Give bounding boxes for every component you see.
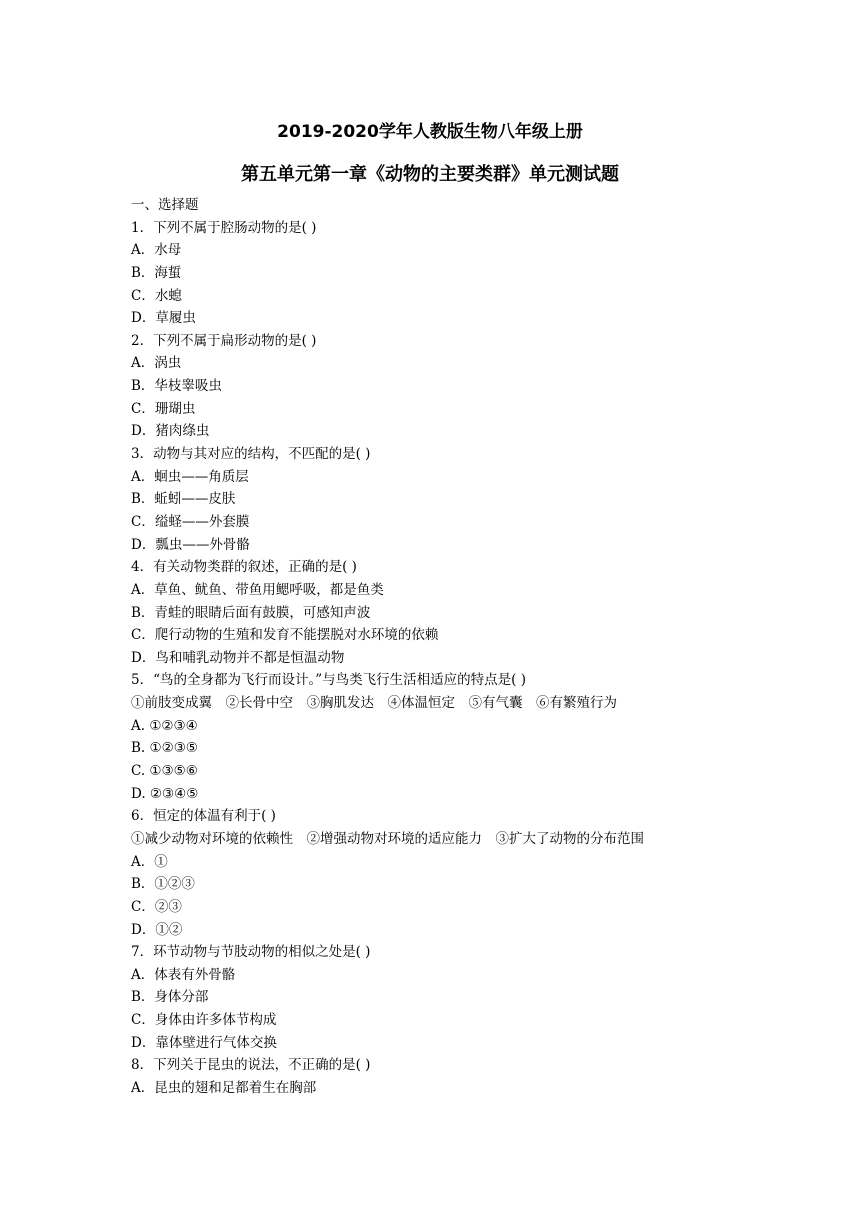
text-line: B．身体分部 [131, 989, 209, 1006]
text-line: 2．下列不属于扁形动物的是( ) [131, 332, 317, 349]
text-line: A．① [131, 853, 168, 870]
text-line: 8．下列关于昆虫的说法，不正确的是( ) [131, 1057, 371, 1074]
text-line: C．爬行动物的生殖和发育不能摆脱对水环境的依赖 [131, 627, 439, 644]
text-line: D．靠体壁进行气体交换 [131, 1034, 277, 1051]
text-line: ①前肢变成翼 ②长骨中空 ③胸肌发达 ④体温恒定 ⑤有气囊 ⑥有繁殖行为 [131, 695, 617, 712]
text-line: C．水螅 [131, 287, 182, 304]
text-line: C. ①③⑤⑥ [131, 763, 198, 780]
text-line: A．蛔虫——角质层 [131, 468, 249, 485]
text-line: C．珊瑚虫 [131, 400, 196, 417]
text-line: D．草履虫 [131, 310, 196, 327]
text-line: B．海蜇 [131, 264, 182, 281]
text-line: C．缢蛏——外套膜 [131, 513, 250, 530]
text-line: A．体表有外骨骼 [131, 966, 236, 983]
text-line: D．鸟和哺乳动物并不都是恒温动物 [131, 649, 345, 666]
text-line: D．瓢虫——外骨骼 [131, 536, 250, 553]
text-line: A．草鱼、鱿鱼、带鱼用鳃呼吸，都是鱼类 [131, 581, 384, 598]
text-line: A．昆虫的翅和足都着生在胸部 [131, 1079, 317, 1096]
text-line: B. ①②③⑤ [131, 740, 198, 757]
text-line: 4．有关动物类群的叙述，正确的是( ) [131, 559, 357, 576]
section-heading: 一、选择题 [131, 197, 199, 213]
text-line: A．水母 [131, 242, 182, 259]
document-title: 2019-2020学年人教版生物八年级上册 [277, 122, 583, 142]
text-line: D. ②③④⑤ [131, 785, 199, 802]
text-line: 1．下列不属于腔肠动物的是( ) [131, 219, 317, 236]
text-line: ①减少动物对环境的依赖性 ②增强动物对环境的适应能力 ③扩大了动物的分布范围 [131, 830, 644, 847]
text-line: B．蚯蚓——皮肤 [131, 491, 236, 508]
text-line: 5．“鸟的全身都为飞行而设计。”与鸟类飞行生活相适应的特点是( ) [131, 672, 526, 689]
text-line: A．涡虫 [131, 355, 182, 372]
text-line: 6．恒定的体温有利于( ) [131, 808, 276, 825]
document-body [131, 194, 831, 1100]
text-line: B．青蛙的眼睛后面有鼓膜，可感知声波 [131, 604, 371, 621]
text-line: B．①②③ [131, 876, 195, 893]
text-line: C．②③ [131, 898, 182, 915]
text-line: 3．动物与其对应的结构，不匹配的是( ) [131, 446, 371, 463]
text-line: 7．环节动物与节肢动物的相似之处是( ) [131, 944, 371, 961]
text-line: B．华枝睾吸虫 [131, 378, 222, 395]
text-line: D．猪肉绦虫 [131, 423, 210, 440]
text-line: A. ①②③④ [131, 717, 198, 734]
document-subtitle: 第五单元第一章《动物的主要类群》单元测试题 [241, 164, 619, 185]
text-line: C．身体由许多体节构成 [131, 1012, 277, 1029]
text-line: D．①② [131, 921, 183, 938]
